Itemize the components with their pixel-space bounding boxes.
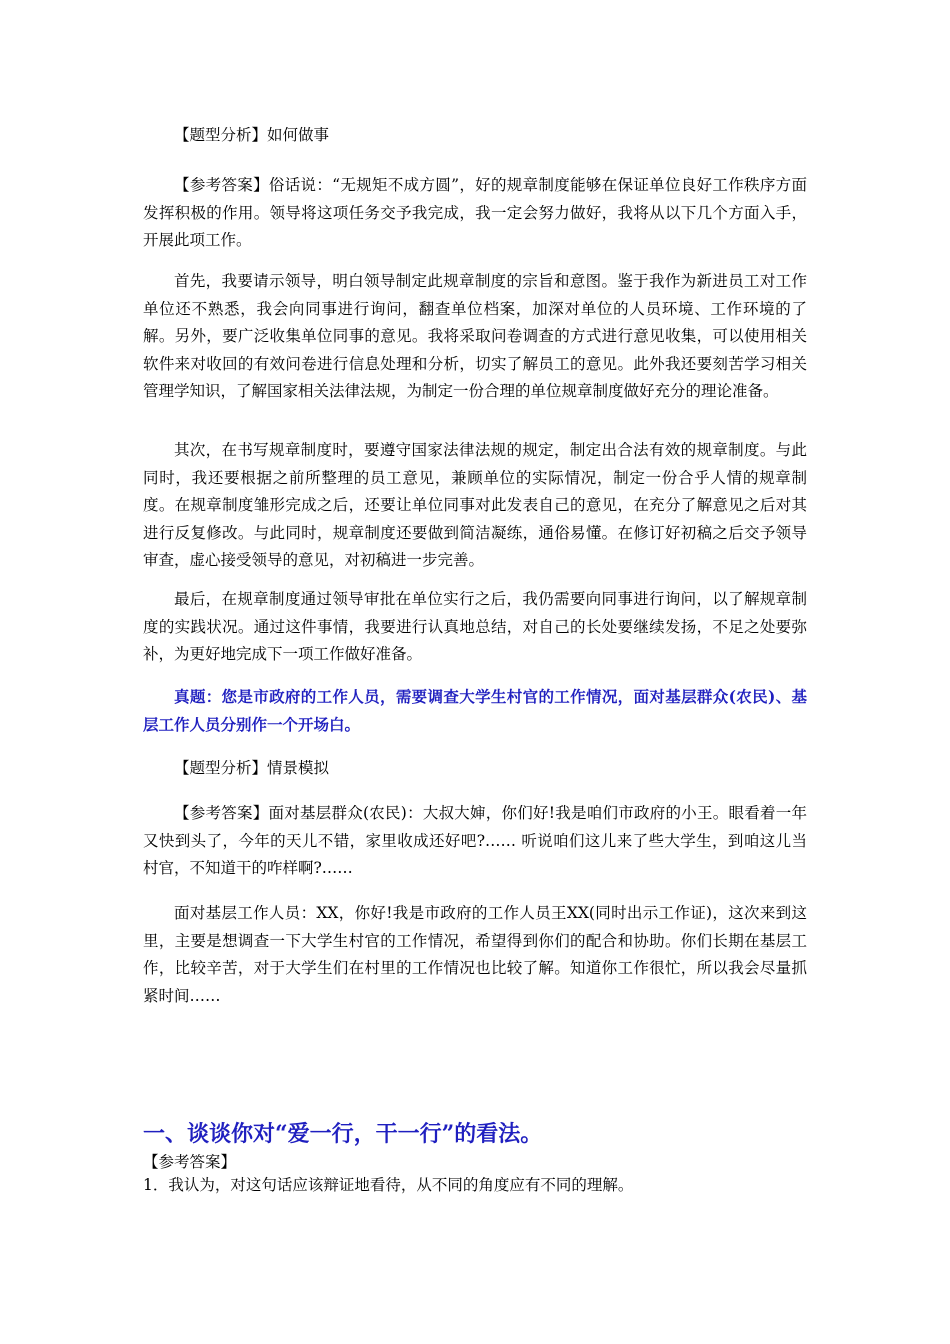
answer-point-1: 1．我认为，对这句话应该辩证地看待，从不同的角度应有不同的理解。 <box>143 1176 634 1194</box>
type-analysis-2: 【题型分析】情景模拟 <box>174 759 330 777</box>
answer-staff-paragraph: 面对基层工作人员：XX，你好!我是市政府的工作人员王XX(同时出示工作证)，这次来到这里，主要是想调查一下大学生村官的工作情况，希望得到你们的配合和协助。你们长期在基层工作，比较辛苦，对于大学生们在村里的工作情况也比较了解。知道你工作很忙，所以我会尽量抓紧时间…… <box>143 904 807 1005</box>
answer-label: 【参考答案】 <box>143 1153 237 1171</box>
answer-intro-paragraph: 【参考答案】俗话说：“无规矩不成方圆”，好的规章制度能够在保证单位良好工作秩序方面发挥积极的作用。领导将这项任务交予我完成，我一定会努力做好，我将从以下几个方面入手，开展此项工作。 <box>143 176 807 249</box>
section-heading: 一、谈谈你对“爱一行，干一行”的看法。 <box>143 1121 543 1147</box>
type-analysis-1: 【题型分析】如何做事 <box>174 126 330 144</box>
first-step-paragraph: 首先，我要请示领导，明白领导制定此规章制度的宗旨和意图。鉴于我作为新进员工对工作单位还不熟悉，我会向同事进行询问，翻查单位档案，加深对单位的人员环境、工作环境的了解。另外，要广泛收集单位同事的意见。我将采取问卷调查的方式进行意见收集，可以使用相关软件来对收回的有效问卷进行信息处理和分析，切实了解员工的意见。此外我还要刻苦学习相关管理学知识，了解国家相关法律法规，为制定一份合理的单位规章制度做好充分的理论准备。 <box>143 272 807 400</box>
second-step-paragraph: 其次，在书写规章制度时，要遵守国家法律法规的规定，制定出合法有效的规章制度。与此同时，我还要根据之前所整理的员工意见，兼顾单位的实际情况，制定一份合乎人情的规章制度。在规章制度雏形完成之后，还要让单位同事对此发表自己的意见，在充分了解意见之后对其进行反复修改。与此同时，规章制度还要做到简洁凝练，通俗易懂。在修订好初稿之后交予领导审查，虚心接受领导的意见，对初稿进一步完善。 <box>143 441 807 569</box>
answer-farmers-paragraph: 【参考答案】面对基层群众(农民)：大叔大婶，你们好!我是咱们市政府的小王。眼看着一年又快到头了，今年的天儿不错，家里收成还好吧?…… 听说咱们这儿来了些大学生，到咱这儿当村官，不知道干的咋样啊?…… <box>143 804 807 877</box>
last-step-paragraph: 最后，在规章制度通过领导审批在单位实行之后，我仍需要向同事进行询问，以了解规章制度的实践状况。通过这件事情，我要进行认真地总结，对自己的长处要继续发扬，不足之处要弥补，为更好地完成下一项工作做好准备。 <box>143 590 807 663</box>
exam-question: 真题：您是市政府的工作人员，需要调查大学生村官的工作情况，面对基层群众(农民)、基层工作人员分别作一个开场白。 <box>143 687 807 734</box>
